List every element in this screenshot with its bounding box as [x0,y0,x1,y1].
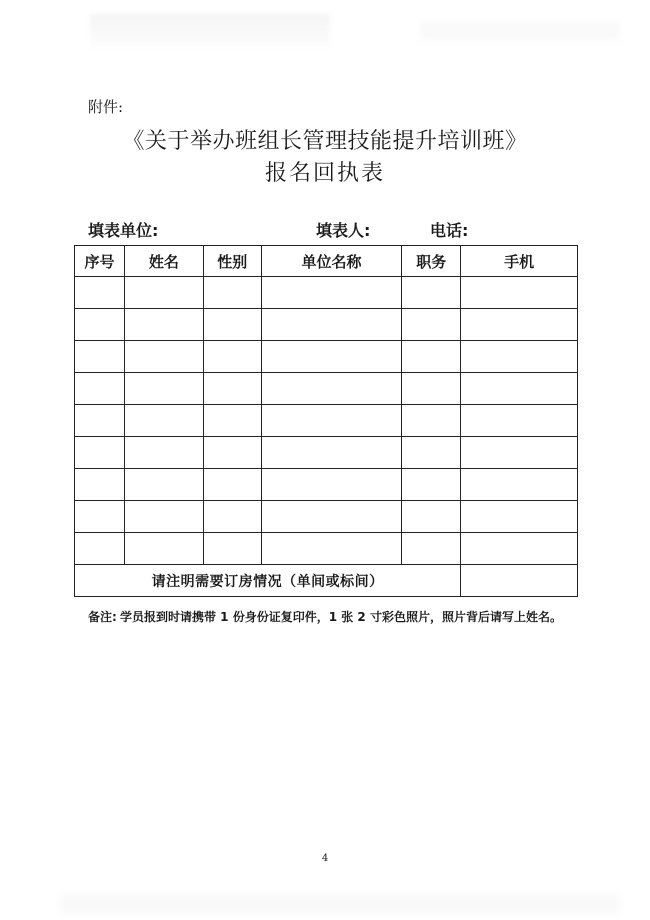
cell-gender[interactable] [203,501,261,533]
cell-name[interactable] [124,437,203,469]
cell-position[interactable] [402,437,461,469]
scan-artifact-top-right [420,22,620,40]
header-gender: 性别 [203,246,261,277]
attachment-label: 附件: [88,98,124,116]
cell-mobile[interactable] [461,437,578,469]
cell-unit-name[interactable] [261,277,402,309]
cell-gender[interactable] [203,373,261,405]
table-row [75,437,578,469]
cell-unit-name[interactable] [261,501,402,533]
room-request-row [75,565,578,597]
cell-unit-name[interactable] [261,405,402,437]
note-label: 备注: [88,610,117,624]
cell-serial-number[interactable] [75,405,125,437]
cell-name[interactable] [124,405,203,437]
header-mobile: 手机 [461,246,578,277]
cell-name[interactable] [124,341,203,373]
cell-serial-number[interactable] [75,533,125,565]
cell-gender[interactable] [203,277,261,309]
cell-position[interactable] [402,469,461,501]
cell-unit-name[interactable] [261,469,402,501]
cell-name[interactable] [124,501,203,533]
cell-mobile[interactable] [461,373,578,405]
table-row [75,373,578,405]
scan-artifact-bottom [60,895,620,913]
cell-mobile[interactable] [461,277,578,309]
cell-name[interactable] [124,373,203,405]
cell-gender[interactable] [203,469,261,501]
table-row [75,469,578,501]
page-number: 4 [321,853,329,864]
document-title: 《关于举办班组长管理技能提升培训班》 [122,129,528,154]
cell-serial-number[interactable] [75,373,125,405]
fill-in-unit-label: 填表单位: [88,221,159,240]
cell-unit-name[interactable] [261,437,402,469]
cell-unit-name[interactable] [261,373,402,405]
cell-position[interactable] [402,373,461,405]
table-body [75,277,578,565]
cell-position[interactable] [402,309,461,341]
header-name: 姓名 [124,246,203,277]
cell-name[interactable] [124,309,203,341]
document-subtitle: 报名回执表 [264,161,385,186]
header-position: 职务 [402,246,461,277]
cell-name[interactable] [124,277,203,309]
cell-unit-name[interactable] [261,341,402,373]
scan-artifact-top [90,14,330,48]
cell-position[interactable] [402,533,461,565]
table-row [75,405,578,437]
note [88,607,568,627]
fill-in-person-label: 填表人: [316,221,371,240]
cell-mobile[interactable] [461,309,578,341]
cell-mobile[interactable] [461,405,578,437]
cell-serial-number[interactable] [75,501,125,533]
header-unit-name: 单位名称 [261,246,402,277]
cell-gender[interactable] [203,437,261,469]
header-serial-number: 序号 [75,246,125,277]
cell-name[interactable] [124,469,203,501]
cell-mobile[interactable] [461,469,578,501]
room-request-label: 请注明需要订房情况（单间或标间） [75,565,461,597]
cell-name[interactable] [124,533,203,565]
cell-gender[interactable] [203,341,261,373]
cell-serial-number[interactable] [75,277,125,309]
cell-position[interactable] [402,501,461,533]
cell-mobile[interactable] [461,341,578,373]
cell-unit-name[interactable] [261,533,402,565]
note-text: 学员报到时请携带 1 份身份证复印件，1 张 2 寸彩色照片，照片背后请写上姓名。 [120,610,562,624]
cell-unit-name[interactable] [261,309,402,341]
cell-position[interactable] [402,341,461,373]
room-request-cell[interactable] [461,565,578,597]
table-header-row [75,246,578,277]
cell-position[interactable] [402,277,461,309]
table-row [75,501,578,533]
cell-serial-number[interactable] [75,341,125,373]
cell-serial-number[interactable] [75,469,125,501]
registration-table [74,245,578,597]
cell-gender[interactable] [203,405,261,437]
cell-gender[interactable] [203,533,261,565]
cell-gender[interactable] [203,309,261,341]
cell-mobile[interactable] [461,533,578,565]
cell-mobile[interactable] [461,501,578,533]
cell-serial-number[interactable] [75,309,125,341]
table-row [75,533,578,565]
table-row [75,341,578,373]
cell-serial-number[interactable] [75,437,125,469]
fill-in-phone-label: 电话: [430,221,469,240]
table-row [75,309,578,341]
cell-position[interactable] [402,405,461,437]
table-row [75,277,578,309]
